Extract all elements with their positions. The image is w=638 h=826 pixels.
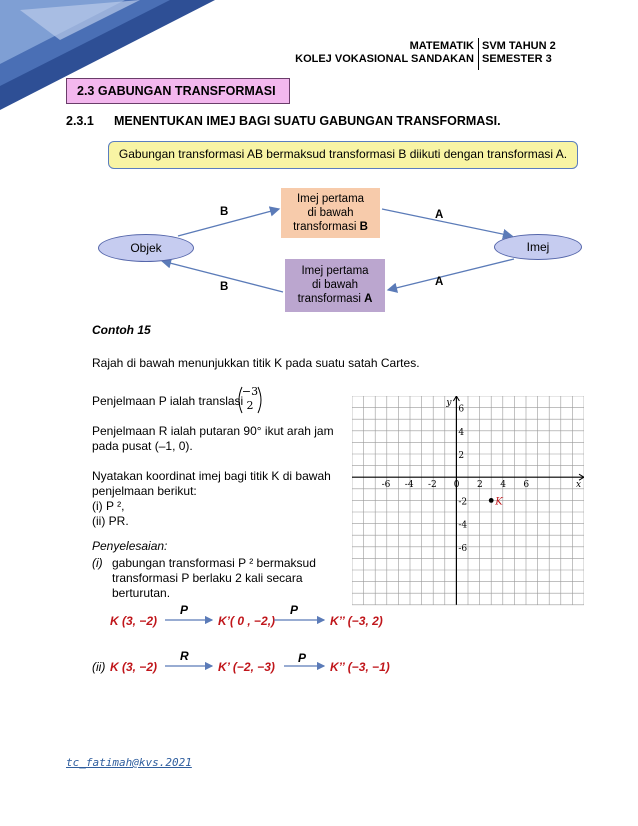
solution-i-text	[112, 556, 316, 601]
question-line1: Nyatakan koordinat imej bagi titik K di bawah	[92, 469, 331, 483]
arrow-label-bottom-right: A	[435, 276, 444, 288]
y-tick-label: 6	[458, 404, 465, 415]
chain-arrows	[0, 600, 638, 680]
definition-box: Gabungan transformasi AB bermaksud transformasi B diikuti dengan transformasi A.	[108, 141, 578, 169]
rotation-statement	[92, 424, 334, 454]
chain1-end: K’’ (−3, 2)	[330, 614, 383, 628]
box-b-line2: di bawah	[307, 207, 354, 219]
x-tick-label: -6	[381, 480, 391, 491]
solution-i-line1: gabungan transformasi P ² bermaksud	[112, 556, 316, 570]
point-k	[489, 498, 494, 503]
box-a-line3	[285, 292, 385, 306]
y-tick-label: 4	[458, 427, 465, 438]
header-year: SVM TAHUN 2	[482, 40, 556, 52]
x-axis-label: x	[576, 480, 582, 491]
vector-bottom: 2	[246, 399, 254, 412]
section-title: 2.3 GABUNGAN TRANSFORMASI	[66, 78, 290, 104]
y-tick-label: -2	[458, 497, 468, 508]
x-tick-label: 2	[477, 480, 483, 491]
rotation-line1: Penjelmaan R ialah putaran 90° ikut arah jam	[92, 424, 334, 438]
question-line2: penjelmaan berikut:	[92, 484, 197, 498]
chain1-label1: P	[180, 603, 189, 617]
vector-top: −3	[241, 385, 259, 398]
translation-vector	[236, 385, 264, 415]
arrow-label-top-left: B	[220, 206, 229, 218]
solution-i-line3: berturutan.	[112, 586, 171, 600]
chain2-mid: K’ (−2, −3)	[218, 660, 275, 674]
solution-i-line2: transformasi P berlaku 2 kali secara	[112, 571, 303, 585]
solution-i-number: (i)	[92, 556, 103, 570]
solution-label: Penyelesaian:	[92, 539, 168, 553]
example-title: Contoh 15	[92, 323, 151, 337]
box-b-line1: Imej pertama	[296, 193, 365, 205]
question	[92, 469, 331, 529]
x-tick-label: 6	[523, 480, 530, 491]
y-tick-label: -4	[458, 520, 468, 531]
imej-ellipse: Imej	[494, 234, 582, 260]
chain1-label2: P	[290, 603, 299, 617]
box-b-line3	[281, 220, 380, 234]
example-intro: Rajah di bawah menunjukkan titik K pada suatu satah Cartes.	[92, 356, 420, 370]
box-b-text: transformasi	[293, 221, 360, 233]
cartesian-graph	[352, 396, 584, 608]
chain2-label1: R	[180, 649, 189, 663]
arrow-label-bottom-left: B	[220, 281, 229, 293]
header-semester: SEMESTER 3	[482, 53, 552, 65]
box-a-letter: A	[364, 293, 373, 305]
question-part-i: (i) P ²,	[92, 499, 125, 513]
first-image-b-box	[281, 188, 380, 238]
y-tick-label: 2	[458, 451, 465, 461]
x-tick-label: -2	[428, 480, 437, 491]
x-tick-label: -4	[404, 480, 414, 491]
box-a-line2: di bawah	[311, 279, 359, 291]
chain2-label2: P	[298, 651, 307, 665]
first-image-a-box	[285, 259, 385, 312]
chain1-mid: K’( 0 , −2,)	[218, 614, 276, 628]
point-k-label: K	[495, 496, 503, 508]
subsection-title: MENENTUKAN IMEJ BAGI SUATU GABUNGAN TRANSFORMASI.	[114, 114, 501, 128]
subsection-number: 2.3.1	[66, 114, 94, 128]
header-subject: MATEMATIK	[409, 40, 474, 52]
x-tick-label: 0	[453, 480, 460, 491]
translation-text: Penjelmaan P ialah translasi	[92, 394, 244, 408]
box-b-letter: B	[359, 221, 368, 233]
arrow-b-to-imej	[382, 209, 512, 236]
y-tick-label: -6	[458, 543, 468, 554]
chain2-start: K (3, −2)	[110, 660, 158, 674]
y-axis-label: y	[446, 398, 452, 408]
objek-ellipse: Objek	[98, 234, 194, 262]
arrow-label-top-right: A	[435, 209, 444, 221]
arrow-objek-to-b	[178, 209, 279, 236]
chain2-end: K’’ (−3, −1)	[330, 660, 390, 674]
chain1-start: K (3, −2)	[110, 614, 158, 628]
box-a-text: transformasi	[297, 293, 365, 305]
solution-ii-number: (ii)	[92, 660, 106, 674]
arrow-imej-to-a	[388, 259, 514, 290]
x-tick-label: 4	[500, 480, 506, 491]
translation-statement	[92, 394, 243, 409]
footer-credit: tc_fatimah@kvs.2021	[66, 756, 192, 769]
box-a-line1: Imej pertama	[301, 265, 369, 277]
header-college: KOLEJ VOKASIONAL SANDAKAN	[295, 53, 474, 65]
question-part-ii: (ii) PR.	[92, 514, 129, 528]
rotation-line2: pada pusat (–1, 0).	[92, 439, 193, 453]
